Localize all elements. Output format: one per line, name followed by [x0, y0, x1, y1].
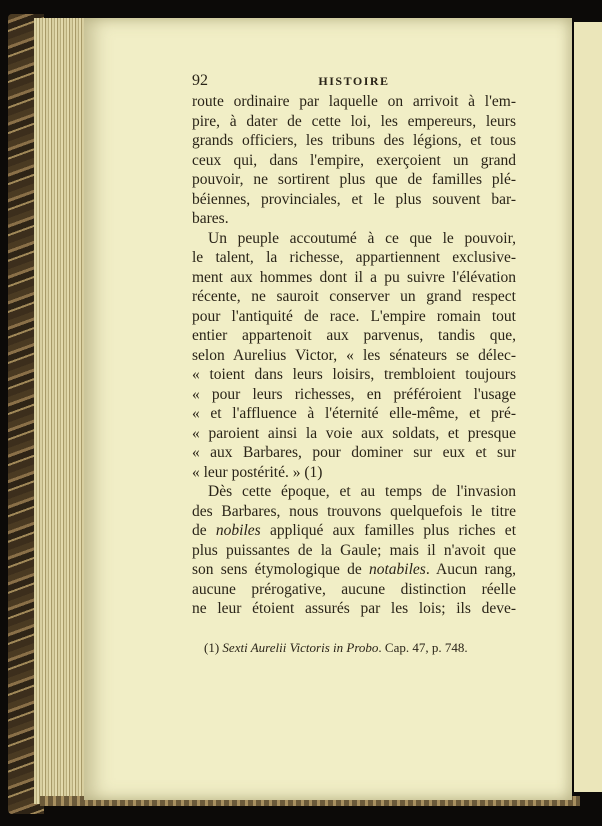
footnote-text: (1) — [204, 640, 223, 655]
body-text — [192, 92, 516, 619]
text-segment: Dès cette époque, et au temps de l'invasion — [208, 483, 516, 500]
text-segment: « pour leurs richesses, en préféroient l'usage — [192, 385, 516, 403]
text-segment: Un peuple accoutumé à ce que le pouvoir, — [208, 229, 516, 247]
text-line — [192, 346, 516, 366]
text-segment: récente, ne sauroit conserver un grand respect — [192, 288, 516, 305]
text-line — [192, 170, 516, 190]
text-segment: béiennes, provinciales, et le plus souvent bar- — [192, 190, 516, 208]
text-line — [192, 268, 516, 288]
text-segment: appliqué aux familles plus riches et — [260, 522, 516, 539]
page-header — [192, 72, 516, 92]
text-line — [192, 463, 516, 483]
text-segment: . Aucun rang, — [425, 561, 517, 578]
text-line — [192, 502, 516, 522]
text-line — [192, 580, 516, 600]
text-line — [192, 599, 516, 619]
text-line — [192, 404, 516, 424]
text-segment: « aux Barbares, pour dominer sur eux et sur — [192, 444, 516, 461]
text-segment: plus puissantes de la Gaule; mais il n'avoit que — [192, 541, 516, 559]
text-line — [192, 287, 516, 307]
text-line — [192, 307, 516, 327]
text-line — [192, 482, 516, 502]
italic-text: nobiles — [215, 522, 261, 539]
text-segment: pouvoir, ne sortirent plus que de familles plé- — [192, 171, 516, 188]
text-line — [192, 229, 516, 249]
running-title: HISTOIRE — [318, 74, 390, 88]
text-line — [192, 326, 516, 346]
text-line — [192, 424, 516, 444]
text-line — [192, 190, 516, 210]
text-line — [192, 443, 516, 463]
footnote — [204, 640, 468, 656]
text-segment: pour l'antiquité de race. L'empire romain tout — [192, 307, 516, 325]
text-segment: « leur postérité. » (1) — [192, 463, 323, 481]
text-segment: ne leur étoient assurés par les lois; ils deve- — [192, 600, 516, 617]
footnote-text: . Cap. 47, p. 748. — [378, 640, 468, 655]
text-line — [192, 209, 516, 229]
italic-text: notabiles — [368, 561, 426, 578]
text-segment: ment aux hommes dont il a pu suivre l'élévation — [192, 268, 516, 286]
text-segment: le talent, la richesse, appartiennent exclusive- — [192, 249, 516, 266]
facing-page-edge — [574, 22, 602, 792]
text-line — [192, 112, 516, 132]
footnote-citation: Sexti Aurelii Victoris in Probo — [222, 640, 379, 655]
text-segment: de — [192, 522, 216, 539]
text-segment: entier appartenoit aux parvenus, tandis que, — [192, 327, 516, 344]
text-line — [192, 151, 516, 171]
text-segment: « toient dans leurs loisirs, trembloient toujours — [192, 366, 516, 383]
text-segment: ceux qui, dans l'empire, exerçoient un grand — [192, 151, 516, 169]
text-segment: « et l'affluence à l'éternité elle-même, et pré- — [192, 405, 516, 422]
text-segment: route ordinaire par laquelle on arrivoit à l'em- — [192, 93, 516, 110]
text-segment: des Barbares, nous trouvons quelquefois le titre — [192, 502, 516, 520]
text-line — [192, 521, 516, 541]
text-segment: pire, à dater de cette loi, les empereurs, leurs — [192, 112, 516, 130]
text-segment: bares. — [192, 210, 229, 227]
text-segment: « paroient ainsi la voie aux soldats, et presque — [192, 424, 516, 442]
text-line — [192, 131, 516, 151]
text-line — [192, 365, 516, 385]
page-edges — [34, 18, 84, 804]
text-segment: aucune prérogative, aucune distinction réelle — [192, 580, 516, 598]
text-line — [192, 385, 516, 405]
text-segment: selon Aurelius Victor, « les sénateurs se délec- — [192, 346, 516, 364]
text-segment: grands officiers, les tribuns des légions, et tous — [192, 132, 516, 149]
text-line — [192, 560, 516, 580]
text-segment: son sens étymologique de — [192, 561, 369, 578]
text-line — [192, 541, 516, 561]
text-line — [192, 248, 516, 268]
page-number: 92 — [192, 72, 208, 89]
text-line — [192, 92, 516, 112]
